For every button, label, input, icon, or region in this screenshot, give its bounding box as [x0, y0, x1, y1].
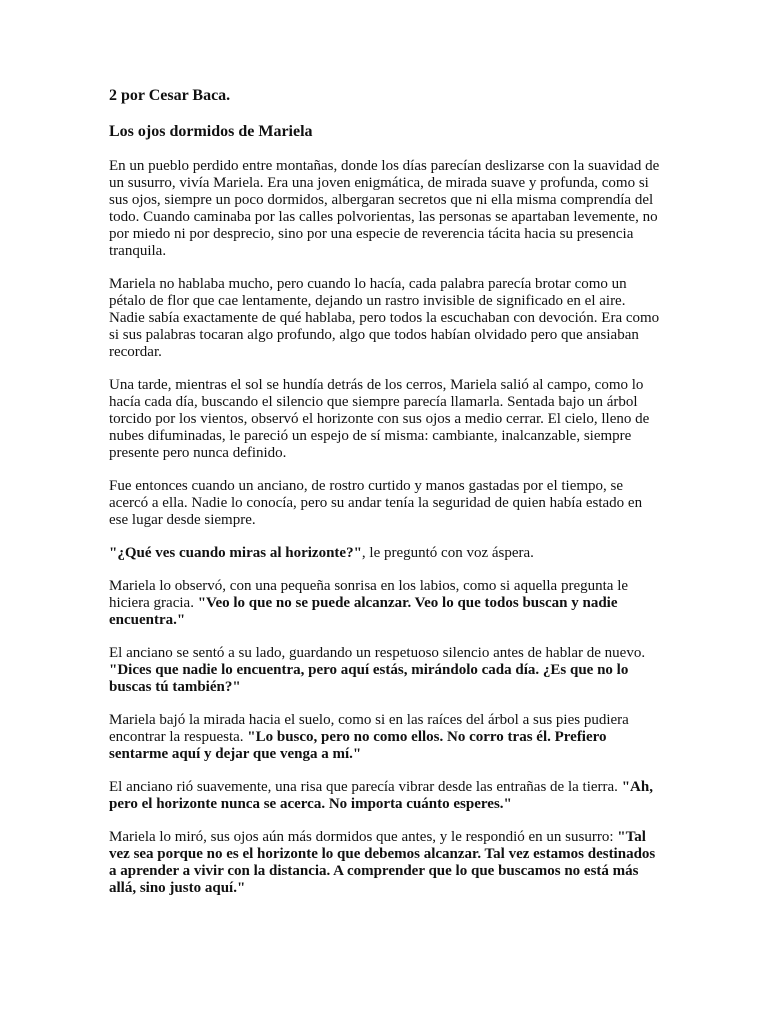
- dialogue-quote: "Ah, pero el horizonte nunca se acerca. No importa cuánto esperes.": [109, 779, 653, 812]
- narration-text: , le preguntó con voz áspera.: [361, 545, 534, 561]
- dialogue-quote: "¿Qué ves cuando miras al horizonte?": [109, 545, 362, 561]
- dialogue-paragraph: [109, 829, 661, 897]
- dialogue-quote: "Lo busco, pero no como ellos. No corro tras él. Prefiero sentarme aquí y dejar que venga a mí.": [109, 729, 607, 762]
- author-line: 2 por Cesar Baca.: [109, 87, 231, 104]
- dialogue-paragraph: [109, 545, 661, 562]
- dialogue-paragraph: [109, 645, 661, 696]
- dialogue-paragraph: [109, 712, 661, 763]
- narration-text: Mariela bajó la mirada hacia el suelo, como si en las raíces del árbol a sus pies pudiera encontrar la respuesta.: [109, 712, 629, 745]
- narration-text: Mariela lo observó, con una pequeña sonrisa en los labios, como si aquella pregunta le hiciera gracia.: [109, 578, 629, 611]
- narration-text: Mariela lo miró, sus ojos aún más dormidos que antes, y le respondió en un susurro:: [109, 829, 618, 845]
- dialogue-paragraph: [109, 578, 661, 629]
- story-title: Los ojos dormidos de Mariela: [109, 123, 313, 140]
- paragraph: Mariela no hablaba mucho, pero cuando lo hacía, cada palabra parecía brotar como un pétalo de flor que cae lentamente, dejando un rastro invisible de significado en el aire. Nadie sabía exactamente de qué hablaba, pero todos la escuchaban con devoción. Era como si sus palabras tocaran algo profundo, algo que todos habían olvidado pero que ansiaban recordar.: [109, 276, 660, 360]
- document-page: [109, 86, 661, 913]
- narration-text: El anciano se sentó a su lado, guardando un respetuoso silencio antes de hablar de nuevo.: [109, 645, 646, 661]
- dialogue-quote: "Dices que nadie lo encuentra, pero aquí estás, mirándolo cada día. ¿Es que no lo buscas tú también?": [109, 662, 629, 695]
- paragraph: Una tarde, mientras el sol se hundía detrás de los cerros, Mariela salió al campo, como lo hacía cada día, buscando el silencio que siempre parecía llamarla. Sentada bajo un árbol torcido por los vientos, observó el horizonte con sus ojos a medio cerrar. El cielo, lleno de nubes difuminadas, le pareció un espejo de sí misma: cambiante, inalcanzable, siempre presente pero nunca definido.: [109, 377, 650, 461]
- paragraph: Fue entonces cuando un anciano, de rostro curtido y manos gastadas por el tiempo, se acercó a ella. Nadie lo conocía, pero su andar tenía la seguridad de quien había estado en ese lugar desde siempre.: [109, 478, 643, 528]
- dialogue-quote: "Veo lo que no se puede alcanzar. Veo lo que todos buscan y nadie encuentra.": [109, 595, 618, 628]
- narration-text: El anciano rió suavemente, una risa que parecía vibrar desde las entrañas de la tierra.: [109, 779, 622, 795]
- dialogue-paragraph: [109, 779, 661, 813]
- paragraph: En un pueblo perdido entre montañas, donde los días parecían deslizarse con la suavidad de un susurro, vivía Mariela. Era una joven enigmática, de mirada suave y profunda, como si sus ojos, siempre un poco dormidos, albergaran secretos que ni ella misma comprendía del todo. Cuando caminaba por las calles polvorientas, las personas se apartaban levemente, no por miedo ni por desprecio, sino por una especie de reverencia tácita hacia su presencia tranquila.: [109, 158, 660, 259]
- dialogue-quote: "Tal vez sea porque no es el horizonte lo que debemos alcanzar. Tal vez estamos destinados a aprender a vivir con la distancia. A comprender que lo que buscamos no está más allá, sino justo aquí.": [109, 829, 656, 896]
